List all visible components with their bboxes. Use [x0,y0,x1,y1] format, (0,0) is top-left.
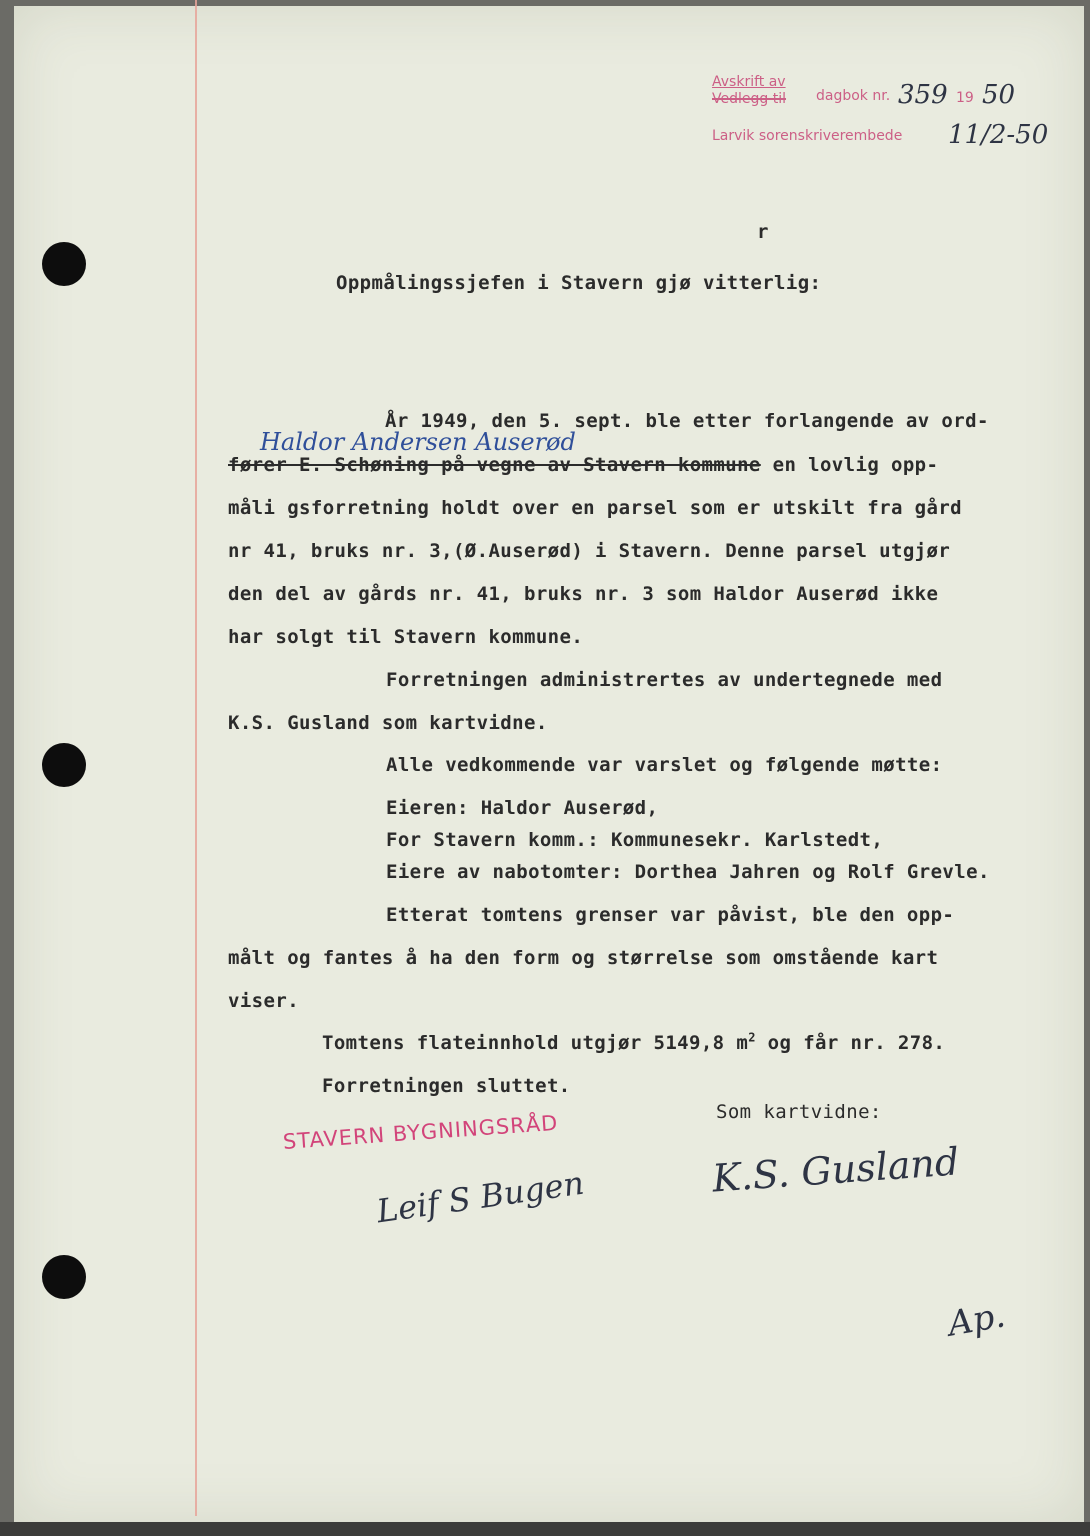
body-line-2: fører E. Schøning på vegne av Stavern kommune en lovlig opp- [228,454,939,476]
attendee-municipality: For Stavern komm.: Kommunesekr. Karlstedt, [386,829,884,851]
attendee-owner: Eieren: Haldor Auserød, [386,797,659,819]
board-stamp: STAVERN BYGNINGSRÅD [282,1110,560,1154]
area-line: Tomtens flateinnhold utgjør 5149,8 $m^2$ og får nr. 278. [322,1030,946,1054]
initials: Ap. [944,1295,1009,1345]
stamp-year-prefix: 19 [956,90,974,106]
body-line-4: nr 41, bruks nr. 3,(Ø.Auserød) i Stavern. Denne parsel utgjør [228,540,951,562]
body-line-6: har solgt til Stavern kommune. [228,626,584,648]
superscript-2: 2 [748,1030,756,1045]
witness-label: Som kartvidne: [716,1101,882,1123]
body-line-3: måli gsforretning holdt over en parsel som er utskilt fra gård [228,497,963,519]
stamp-year: 50 [982,80,1016,110]
stamp-dagbok-number: 359 [898,80,948,110]
attendee-neighbours: Eiere av nabotomter: Dorthea Jahren og Rolf Grevle. [386,861,990,883]
body-line-9: Alle vedkommende var varslet og følgende møtte: [386,754,943,776]
punch-hole-middle [42,743,86,787]
scan-border [0,1522,1090,1536]
stamp-dagbok: dagbok nr. [816,88,891,104]
body-line-5: den del av gårds nr. 41, bruks nr. 3 som Haldor Auserød ikke [228,583,939,605]
closing-line: Forretningen sluttet. [322,1075,571,1097]
body-line-13: Etterat tomtens grenser var påvist, ble den opp- [386,904,955,926]
red-margin-line [195,0,197,1516]
body-line-8: K.S. Gusland som kartvidne. [228,712,548,734]
stamp-avskrift: Avskrift av [712,74,786,90]
body-line-14: målt og fantes å ha den form og størrelse som omstående kart [228,947,939,969]
stamp-date: 11/2-50 [948,120,1049,150]
body-line-1: År 1949, den 5. sept. ble etter forlangende av ord- [385,410,989,432]
stamp-vedlegg: Vedlegg til [712,91,786,107]
signature-left: Leif S Bugen [374,1163,587,1231]
punch-hole-top [42,242,86,286]
heading-insert-r: r [757,221,769,243]
punch-hole-bottom [42,1255,86,1299]
signature-right: K.S. Gusland [710,1139,961,1201]
handwritten-insert: Haldor Andersen Auserød [260,428,576,456]
stamp-office: Larvik sorenskriverembede [712,128,903,144]
page-heading: Oppmålingssjefen i Stavern gjø vitterlig: [336,272,822,294]
body-line-7: Forretningen administrertes av undertegnede med [386,669,943,691]
body-line-15: viser. [228,990,300,1012]
